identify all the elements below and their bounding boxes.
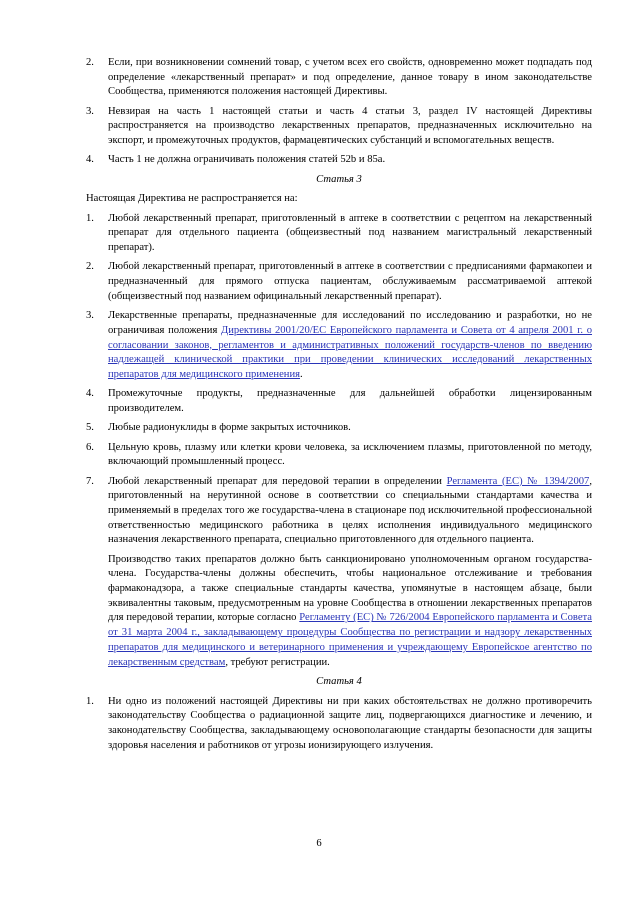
item-text: Любой лекарственный препарат для передовой терапии в определении <box>108 475 447 487</box>
item-text: Часть 1 не должна ограничивать положения статей 52b и 85a. <box>108 154 386 166</box>
item-number: 4. <box>86 388 94 400</box>
list-item <box>86 260 592 304</box>
list-item <box>86 387 592 416</box>
item-number: 2. <box>86 261 94 273</box>
item-number: 3. <box>86 310 94 322</box>
item-text: Любой лекарственный препарат, приготовленный в аптеке в соответствии с рецептом на лекарственный препарат для отдельного пациента (общеизвестный под названием магистральный лекарственный препарат). <box>108 212 592 254</box>
item-number: 4. <box>86 154 94 166</box>
item-text: Любой лекарственный препарат, приготовленный в аптеке в соответствии с предписаниями фармакопеи и предназначенный для прямого отпуска пациентам, обслуживаемым рассматриваемой аптекой (общеизвестный под названием официнальный лекарственный препарат). <box>108 261 592 302</box>
item-number: 6. <box>86 441 94 453</box>
article-4-heading: Статья 4 <box>316 675 362 687</box>
item-number: 1. <box>86 212 94 224</box>
item-text: Лекарственные препараты, предназначенные для исследований по исследованию и разработки, но не ограничивая положения <box>108 310 592 336</box>
item-number: 7. <box>86 475 94 487</box>
list-item <box>86 309 592 383</box>
list-item <box>86 105 592 149</box>
item-text: Любые радионуклиды в форме закрытых источников. <box>108 422 351 434</box>
paragraph-text: Производство таких препаратов должно быть санкционировано уполномоченным органом государства-члена. Государства-члены должны обеспечить, чтобы национальное отслеживание и требования фармаконадзора, а также специальные стандарты качества, упомянутые в настоящем абзаце, были эквивалентны таковым, предусмотренным на уровне Сообщества в отношении лекарственных препаратов для передовой терапии, которые согласно <box>108 553 592 624</box>
document-body <box>86 56 592 758</box>
article-3-intro: Настоящая Директива не распространяется на: <box>86 193 298 205</box>
item-text: Ни одно из положений настоящей Директивы ни при каких обстоятельствах не должно противоречить законодательству Сообщества о радиационной защите лиц, подвергающихся диагностике и лечению, и законодательству Сообщества, закладывающему основополагающие стандарты безопасности для защиты здоровья населения и работников от угрозы ионизирующего излучения. <box>108 695 592 751</box>
item-number: 2. <box>86 57 94 68</box>
paragraph-text-tail: , требуют регистрации. <box>225 656 330 668</box>
list-item <box>86 56 592 100</box>
item-text: Промежуточные продукты, предназначенные для дальнейшей обработки лицензированным производителем. <box>108 388 592 414</box>
list-item <box>86 441 592 470</box>
item-number: 1. <box>86 695 94 707</box>
item-text: Невзирая на часть 1 настоящей статьи и часть 4 статьи 3, раздел IV настоящей Директивы распространяется на производство лекарственных препаратов, предназначенных исключительно на экспорт, и промежуточных продуктов, фармацевтических субстанций и вспомогательных веществ. <box>108 105 592 147</box>
item-text-tail: . <box>300 368 303 380</box>
list-item <box>86 475 592 549</box>
article-3-heading: Статья 3 <box>316 173 362 185</box>
item-text: Если, при возникновении сомнений товар, с учетом всех его свойств, одновременно может подпадать под определение «лекарственный препарат» и под определение, данное товару в ином законодательстве Сообщества, применяются положения настоящей Директивы. <box>108 57 592 98</box>
list-item <box>86 212 592 256</box>
item-number: 3. <box>86 105 94 117</box>
regulation-726-2004-link[interactable]: Регламенту (ЕС) № 726/2004 Европейского парламента и Совета от 31 марта 2004 г., закладывающему процедуры Сообщества по регистрации и надзору лекарственных препаратов для медицинского и ветеринарного применения и учреждающему Европейское агентство по лекарственным средствам <box>108 612 592 668</box>
page-number: 6 <box>316 838 322 849</box>
item-text-tail: , приготовленный на нерутинной основе в соответствии со специальными стандартами качества и применяемый в пределах того же государства-члена в стационаре под исключительной профессиональной ответственностью медицинского работника в целях исполнения индивидуального медицинского назначения лекарственного препарата, специально приготовленного для отдельного пациента. <box>108 475 592 546</box>
item-7-paragraph-2 <box>86 553 592 671</box>
list-item <box>86 153 592 168</box>
list-item <box>86 695 592 754</box>
directive-2001-20-link[interactable]: Директивы 2001/20/ЕС Европейского парламента и Совета от 4 апреля 2001 г. о согласовании законов, регламентов и административных положений государств-членов по введению надлежащей клинической практики при проведении клинических исследований лекарственных препаратов для медицинского применения <box>108 324 593 380</box>
item-text: Цельную кровь, плазму или клетки крови человека, за исключением плазмы, приготовленной по методу, включающий промышленный процесс. <box>108 441 592 468</box>
regulation-1394-2007-link[interactable]: Регламента (ЕС) № 1394/2007 <box>446 475 590 487</box>
item-number: 5. <box>86 422 94 434</box>
list-item <box>86 421 592 436</box>
